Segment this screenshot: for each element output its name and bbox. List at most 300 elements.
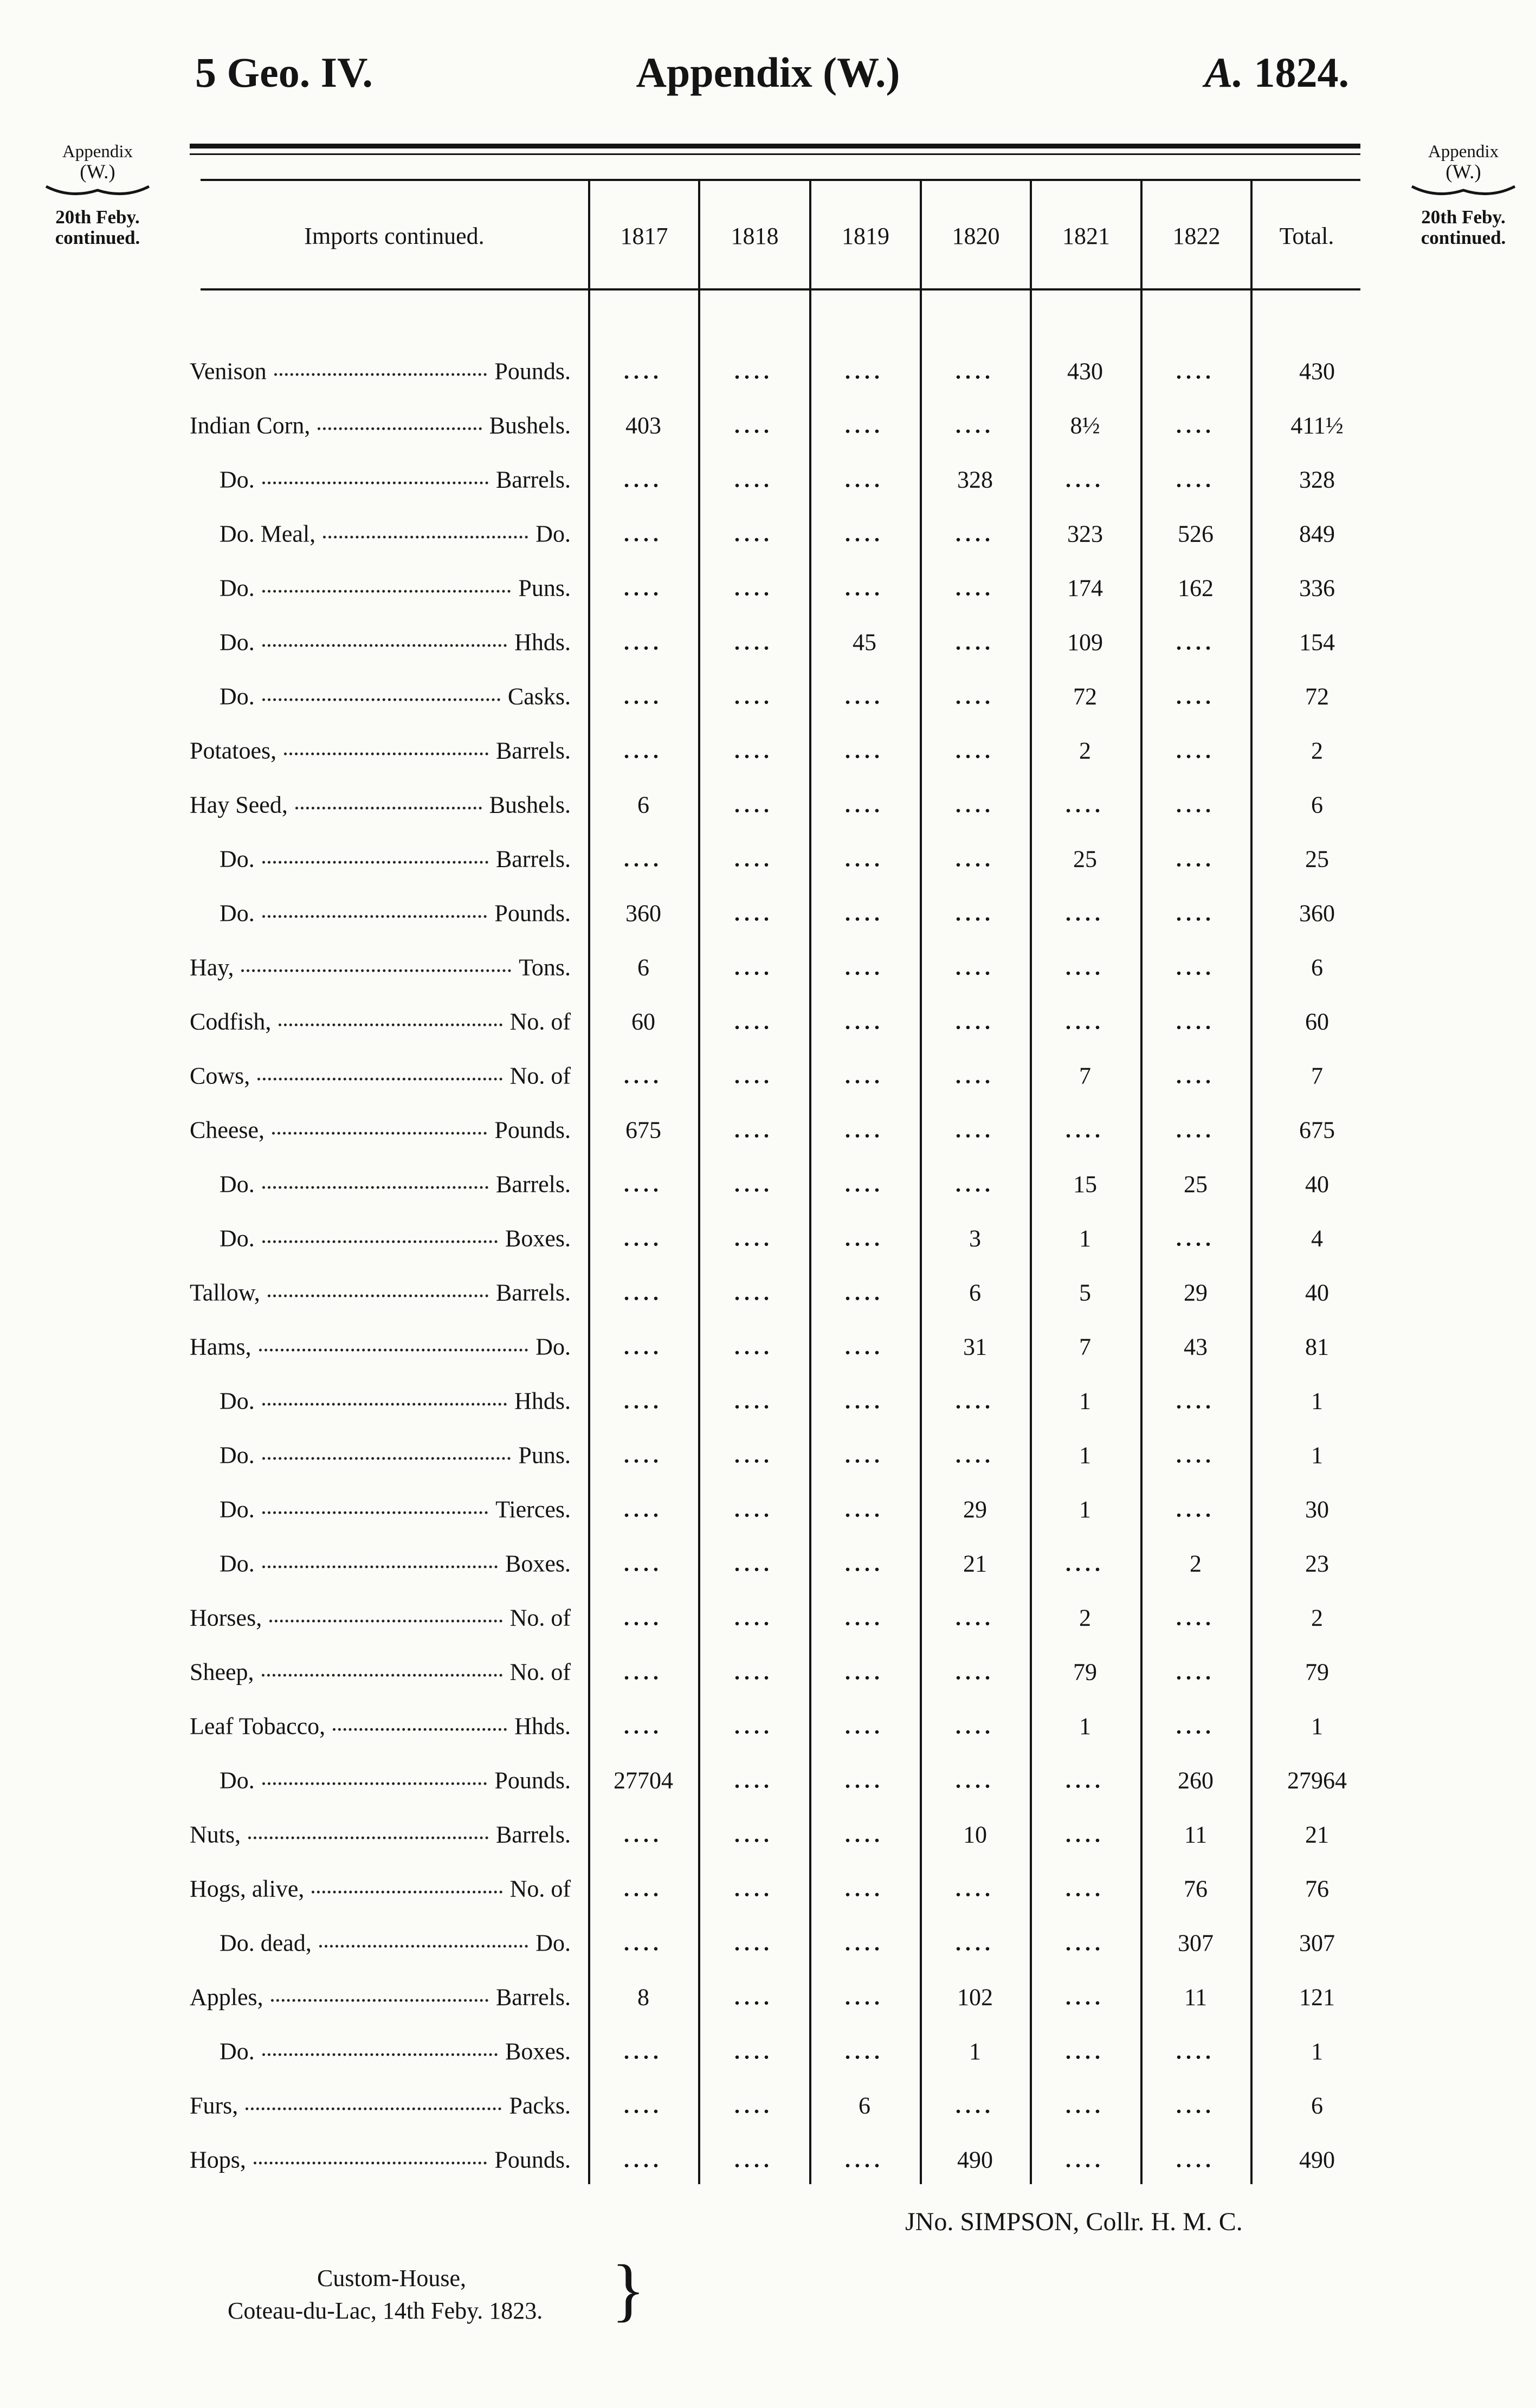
value-cell: ....	[956, 1660, 995, 1684]
value-cell: ....	[624, 1714, 663, 1739]
value-cell: 6	[637, 954, 649, 981]
table-header-rule	[201, 288, 1360, 290]
table-row	[0, 1753, 1536, 1807]
value-cell: ....	[624, 2039, 663, 2064]
value-cell: ....	[624, 1226, 663, 1251]
value-cell: ....	[734, 1768, 773, 1793]
table-row	[0, 1862, 1536, 1916]
value-cell: 60	[631, 1008, 655, 1035]
total-cell: 40	[1305, 1279, 1329, 1306]
value-cell: ....	[624, 359, 663, 384]
value-cell: ....	[845, 1118, 884, 1142]
item-unit: Barrels.	[495, 1279, 571, 1306]
row-item-label	[220, 466, 571, 494]
header-year	[1204, 51, 1349, 94]
item-name: Do.	[220, 1550, 255, 1577]
item-unit: Pounds.	[494, 1116, 571, 1144]
table-row	[0, 1320, 1536, 1374]
value-cell: ....	[624, 1389, 663, 1413]
item-unit: Hhds.	[514, 629, 571, 656]
total-cell: 27964	[1287, 1767, 1347, 1794]
value-cell: ....	[624, 1931, 663, 1955]
table-row	[0, 886, 1536, 940]
row-item-label	[190, 1875, 571, 1903]
value-cell: 1	[969, 2038, 981, 2065]
value-cell: ....	[845, 955, 884, 980]
leader-dots	[248, 1837, 488, 1839]
value-cell: ....	[734, 955, 773, 980]
value-cell: 490	[957, 2146, 993, 2173]
leader-dots	[262, 1186, 488, 1189]
row-item-label	[190, 1604, 571, 1632]
value-cell: ....	[734, 847, 773, 871]
total-cell: 6	[1311, 954, 1323, 981]
row-item-label	[220, 629, 571, 656]
value-cell: ....	[734, 738, 773, 763]
item-name: Hams,	[190, 1333, 251, 1360]
row-item-label	[190, 1333, 571, 1361]
item-name: Apples,	[190, 1984, 263, 2011]
item-name: Do.	[220, 845, 255, 873]
table-row	[0, 1970, 1536, 2024]
table-row	[0, 1157, 1536, 1211]
value-cell: 1	[1079, 1225, 1091, 1252]
leader-dots	[262, 1566, 498, 1568]
value-cell: ....	[1066, 1931, 1105, 1955]
value-cell: ....	[624, 1551, 663, 1576]
item-unit: Hhds.	[514, 1387, 571, 1415]
value-cell: ....	[624, 521, 663, 546]
value-cell: ....	[956, 413, 995, 438]
total-cell: 60	[1305, 1008, 1329, 1035]
item-name: Do.	[220, 1767, 255, 1794]
value-cell: ....	[1176, 792, 1215, 817]
value-cell: ....	[845, 1280, 884, 1305]
value-cell: ....	[1066, 901, 1105, 926]
leader-dots	[323, 536, 528, 539]
value-cell: 25	[1184, 1171, 1208, 1198]
value-cell: ....	[845, 1985, 884, 2010]
value-cell: 11	[1184, 1821, 1208, 1848]
value-cell: ....	[845, 1497, 884, 1522]
column-header-item: Imports continued.	[304, 223, 485, 249]
value-cell: ....	[1176, 901, 1215, 926]
leader-dots	[262, 861, 488, 864]
value-cell: 31	[963, 1333, 987, 1360]
item-name: Venison	[190, 358, 267, 385]
leader-dots	[262, 482, 488, 485]
item-unit: Bushels.	[489, 791, 571, 818]
row-item-label	[220, 845, 571, 873]
total-cell: 490	[1299, 2146, 1335, 2173]
value-cell: ....	[1176, 630, 1215, 655]
value-cell: 102	[957, 1984, 993, 2011]
value-cell: ....	[734, 792, 773, 817]
total-cell: 675	[1299, 1116, 1335, 1144]
row-item-label	[190, 1062, 571, 1090]
value-cell: 27704	[614, 1767, 673, 1794]
value-cell: ....	[956, 1714, 995, 1739]
margin-date: 20th Feby.	[55, 206, 140, 228]
total-cell: 121	[1299, 1984, 1335, 2011]
value-cell: ....	[734, 1334, 773, 1359]
row-item-label	[190, 2092, 571, 2120]
total-cell: 411½	[1290, 412, 1344, 439]
table-row	[0, 1645, 1536, 1699]
value-cell: 403	[625, 412, 661, 439]
item-unit: No. of	[509, 1658, 571, 1686]
row-item-label	[220, 2038, 571, 2065]
table-row	[0, 2078, 1536, 2133]
column-header-1817: 1817	[620, 223, 668, 249]
total-cell: 2	[1311, 1604, 1323, 1631]
value-cell: ....	[1066, 2093, 1105, 2118]
value-cell: ....	[956, 1172, 995, 1197]
item-unit: Pounds.	[494, 900, 571, 927]
leader-dots	[262, 1403, 507, 1406]
leader-dots	[269, 1620, 502, 1623]
value-cell: ....	[1066, 2147, 1105, 2172]
value-cell: ....	[624, 1660, 663, 1684]
item-name: Leaf Tobacco,	[190, 1713, 326, 1740]
value-cell: ....	[624, 684, 663, 709]
value-cell: 5	[1079, 1279, 1091, 1306]
leader-dots	[262, 2054, 498, 2056]
table-row	[0, 1374, 1536, 1428]
value-cell: ....	[624, 576, 663, 601]
header-title: Appendix (W.)	[636, 49, 900, 96]
value-cell: 6	[637, 791, 649, 818]
value-cell: ....	[956, 1605, 995, 1630]
header-year-letter: A.	[1204, 49, 1243, 96]
total-cell: 2	[1311, 737, 1323, 764]
row-item-label	[190, 1658, 571, 1686]
total-cell: 1	[1311, 1713, 1323, 1740]
row-item-label	[190, 1279, 571, 1307]
value-cell: ....	[845, 1443, 884, 1468]
table-row	[0, 778, 1536, 832]
leader-dots	[271, 1999, 488, 2002]
item-name: Nuts,	[190, 1821, 241, 1848]
value-cell: ....	[845, 1660, 884, 1684]
value-cell: ....	[845, 576, 884, 601]
value-cell: ....	[845, 1605, 884, 1630]
value-cell: ....	[845, 847, 884, 871]
item-unit: Bushels.	[489, 412, 571, 439]
value-cell: ....	[845, 738, 884, 763]
value-cell: ....	[1176, 1714, 1215, 1739]
leader-dots	[262, 699, 500, 701]
table-row	[0, 724, 1536, 778]
value-cell: ....	[845, 1389, 884, 1413]
item-unit: Barrels.	[495, 1821, 571, 1848]
value-cell: ....	[956, 2093, 995, 2118]
leader-dots	[262, 644, 507, 647]
total-cell: 360	[1299, 900, 1335, 927]
value-cell: ....	[1066, 792, 1105, 817]
table-row	[0, 1537, 1536, 1591]
value-cell: 1	[1079, 1713, 1091, 1740]
row-item-label	[220, 520, 571, 548]
item-unit: Barrels.	[495, 1171, 571, 1198]
row-item-label	[190, 791, 571, 819]
value-cell: 7	[1079, 1062, 1091, 1089]
value-cell: 430	[1067, 358, 1103, 385]
value-cell: ....	[734, 1551, 773, 1576]
table-top-rule	[201, 179, 1360, 181]
value-cell: ....	[734, 1063, 773, 1088]
item-name: Do.	[220, 1442, 255, 1469]
value-cell: ....	[734, 467, 773, 492]
table-row	[0, 1482, 1536, 1537]
item-unit: Boxes.	[505, 1225, 571, 1252]
value-cell: ....	[624, 1443, 663, 1468]
value-cell: ....	[845, 901, 884, 926]
value-cell: ....	[845, 1551, 884, 1576]
margin-date: 20th Feby.	[1421, 206, 1506, 228]
value-cell: ....	[956, 684, 995, 709]
value-cell: 7	[1079, 1333, 1091, 1360]
item-unit: No. of	[509, 1062, 571, 1089]
row-item-label	[190, 954, 571, 982]
total-cell: 1	[1311, 1442, 1323, 1469]
value-cell: 29	[963, 1496, 987, 1523]
total-cell: 1	[1311, 1387, 1323, 1415]
item-name: Hogs, alive,	[190, 1875, 305, 1902]
value-cell: 21	[963, 1550, 987, 1577]
total-cell: 23	[1305, 1550, 1329, 1577]
total-cell: 7	[1311, 1062, 1323, 1089]
value-cell: ....	[1176, 1226, 1215, 1251]
item-name: Cows,	[190, 1062, 250, 1089]
margin-appendix-letter: (W.)	[1445, 161, 1481, 184]
leader-dots	[262, 1512, 488, 1514]
value-cell: ....	[956, 901, 995, 926]
value-cell: ....	[734, 1280, 773, 1305]
brace-ornament-icon	[1409, 184, 1518, 200]
value-cell: ....	[1176, 1660, 1215, 1684]
value-cell: ....	[734, 630, 773, 655]
value-cell: ....	[845, 1009, 884, 1034]
item-name: Hay,	[190, 954, 234, 981]
margin-note-right	[1390, 142, 1536, 249]
value-cell: ....	[624, 467, 663, 492]
value-cell: 10	[963, 1821, 987, 1848]
value-cell: ....	[624, 1497, 663, 1522]
item-name: Do.	[220, 466, 255, 493]
leader-dots	[254, 2162, 487, 2165]
item-unit: Pounds.	[494, 2146, 571, 2173]
total-cell: 328	[1299, 466, 1335, 493]
value-cell: 25	[1073, 845, 1097, 873]
item-name: Tallow,	[190, 1279, 260, 1306]
value-cell: ....	[734, 684, 773, 709]
value-cell: 360	[625, 900, 661, 927]
item-name: Cheese,	[190, 1116, 265, 1144]
value-cell: ....	[1176, 467, 1215, 492]
total-cell: 81	[1305, 1333, 1329, 1360]
value-cell: ....	[956, 359, 995, 384]
value-cell: 11	[1184, 1984, 1208, 2011]
total-cell: 1	[1311, 2038, 1323, 2065]
value-cell: ....	[1066, 1822, 1105, 1847]
value-cell: 1	[1079, 1442, 1091, 1469]
table-row	[0, 344, 1536, 398]
item-name: Do.	[220, 1387, 255, 1415]
item-unit: Do.	[535, 1929, 571, 1957]
value-cell: ....	[624, 1822, 663, 1847]
value-cell: ....	[845, 1226, 884, 1251]
value-cell: ....	[734, 1118, 773, 1142]
item-unit: Tons.	[519, 954, 571, 981]
value-cell: 15	[1073, 1171, 1097, 1198]
leader-dots	[262, 1783, 487, 1785]
value-cell: 8	[637, 1984, 649, 2011]
value-cell: ....	[624, 847, 663, 871]
value-cell: ....	[734, 1931, 773, 1955]
row-item-label	[190, 412, 571, 440]
header-year-number: 1824.	[1254, 49, 1349, 96]
header-rule-thin	[190, 153, 1360, 155]
value-cell: ....	[1176, 955, 1215, 980]
item-unit: No. of	[509, 1604, 571, 1631]
row-item-label	[220, 1225, 571, 1253]
leader-dots	[272, 1132, 487, 1135]
leader-dots	[246, 2108, 501, 2110]
table-row	[0, 832, 1536, 886]
table-row	[0, 2133, 1536, 2187]
item-name: Do.	[220, 1171, 255, 1198]
value-cell: ....	[845, 1876, 884, 1901]
value-cell: ....	[1066, 467, 1105, 492]
column-header-1820: 1820	[952, 223, 1000, 249]
value-cell: ....	[734, 2039, 773, 2064]
value-cell: ....	[956, 630, 995, 655]
value-cell: ....	[845, 1822, 884, 1847]
value-cell: 6	[969, 1279, 981, 1306]
value-cell: 260	[1178, 1767, 1214, 1794]
leader-dots	[274, 373, 487, 376]
value-cell: ....	[845, 1334, 884, 1359]
leader-dots	[259, 1349, 528, 1352]
table-row	[0, 1103, 1536, 1157]
value-cell: ....	[1066, 1009, 1105, 1034]
value-cell: ....	[734, 2147, 773, 2172]
leader-dots	[262, 1457, 511, 1460]
total-cell: 21	[1305, 1821, 1329, 1848]
row-item-label	[220, 1550, 571, 1578]
row-item-label	[220, 683, 571, 711]
row-item-label	[220, 1387, 571, 1415]
value-cell: ....	[956, 955, 995, 980]
value-cell: ....	[734, 1714, 773, 1739]
row-item-label	[220, 1767, 571, 1794]
value-cell: ....	[956, 1063, 995, 1088]
row-item-label	[190, 1116, 571, 1144]
value-cell: ....	[1176, 1605, 1215, 1630]
value-cell: 45	[853, 629, 876, 656]
item-name: Horses,	[190, 1604, 262, 1631]
item-name: Do.	[220, 574, 255, 602]
table-row	[0, 615, 1536, 669]
value-cell: ....	[734, 1443, 773, 1468]
value-cell: ....	[956, 1768, 995, 1793]
value-cell: ....	[956, 1009, 995, 1034]
value-cell: ....	[1066, 955, 1105, 980]
item-unit: Pounds.	[494, 1767, 571, 1794]
value-cell: ....	[956, 1443, 995, 1468]
table-row	[0, 398, 1536, 453]
total-cell: 154	[1299, 629, 1335, 656]
value-cell: ....	[1066, 1985, 1105, 2010]
header-session: 5 Geo. IV.	[195, 49, 373, 96]
value-cell: 2	[1190, 1550, 1202, 1577]
column-header-1818: 1818	[731, 223, 779, 249]
leader-dots	[333, 1728, 507, 1731]
value-cell: ....	[734, 1497, 773, 1522]
value-cell: ....	[845, 467, 884, 492]
value-cell: ....	[845, 1714, 884, 1739]
value-cell: ....	[624, 2093, 663, 2118]
value-cell: ....	[1176, 2093, 1215, 2118]
table-row	[0, 1049, 1536, 1103]
item-name: Codfish,	[190, 1008, 272, 1035]
item-name: Do.	[220, 683, 255, 710]
total-cell: 6	[1311, 2092, 1323, 2119]
item-unit: Barrels.	[495, 466, 571, 493]
table-row	[0, 453, 1536, 507]
item-name: Furs,	[190, 2092, 238, 2119]
leader-dots	[295, 807, 482, 810]
leader-dots	[257, 1078, 502, 1081]
column-header-1819: 1819	[842, 223, 889, 249]
row-item-label	[190, 1008, 571, 1036]
value-cell: ....	[734, 521, 773, 546]
value-cell: ....	[734, 1985, 773, 2010]
value-cell: 43	[1184, 1333, 1208, 1360]
row-item-label	[190, 2146, 571, 2174]
margin-appendix-letter: (W.)	[80, 161, 115, 184]
total-cell: 79	[1305, 1658, 1329, 1686]
value-cell: ....	[624, 1876, 663, 1901]
leader-dots	[262, 1674, 502, 1677]
item-unit: Casks.	[507, 683, 571, 710]
item-name: Do.	[220, 629, 255, 656]
value-cell: ....	[1176, 1389, 1215, 1413]
value-cell: ....	[1066, 1768, 1105, 1793]
table-row	[0, 1428, 1536, 1482]
value-cell: 29	[1184, 1279, 1208, 1306]
margin-continued: continued.	[1421, 227, 1506, 249]
item-unit: Puns.	[518, 1442, 571, 1469]
value-cell: ....	[845, 521, 884, 546]
margin-appendix-label: Appendix	[62, 142, 133, 162]
total-cell: 40	[1305, 1171, 1329, 1198]
margin-note-left	[24, 142, 171, 249]
column-header-1821: 1821	[1062, 223, 1110, 249]
table-row	[0, 995, 1536, 1049]
value-cell: ....	[734, 359, 773, 384]
value-cell: ....	[624, 1334, 663, 1359]
value-cell: ....	[1066, 1876, 1105, 1901]
table-row	[0, 1807, 1536, 1862]
table-row	[0, 1699, 1536, 1753]
value-cell: ....	[956, 1931, 995, 1955]
value-cell: ....	[845, 1768, 884, 1793]
item-unit: No. of	[509, 1875, 571, 1902]
total-cell: 307	[1299, 1929, 1335, 1957]
value-cell: 2	[1079, 737, 1091, 764]
